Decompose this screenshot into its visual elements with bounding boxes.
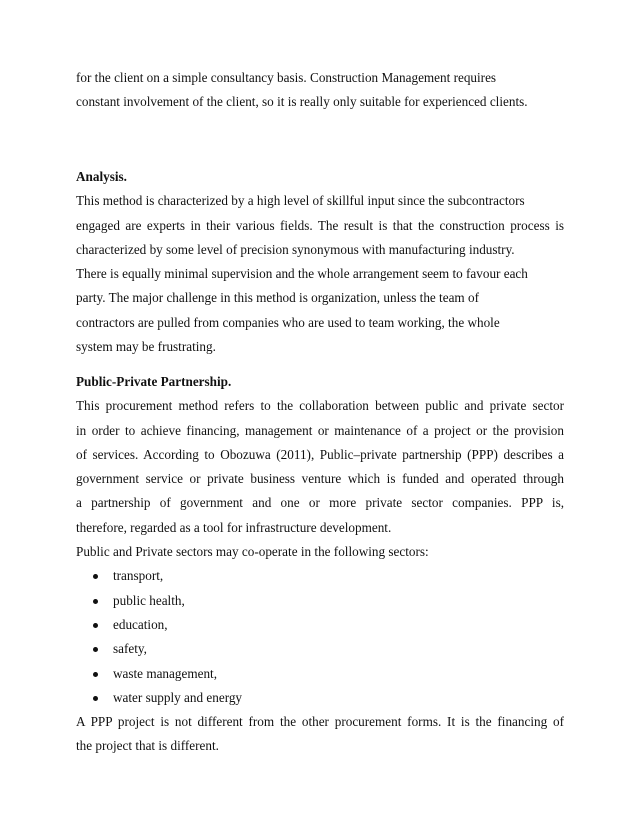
text-line: in order to achieve financing, management or maintenance of a project or the provision xyxy=(76,422,564,438)
list-item xyxy=(76,589,564,613)
text-line: contractors are pulled from companies who are used to team working, the whole xyxy=(76,314,500,330)
text-line: government service or private business venture which is funded and operated through xyxy=(76,471,564,487)
sectors-list xyxy=(76,564,564,710)
list-item-label: transport, xyxy=(113,568,164,584)
list-item-label: water supply and energy xyxy=(113,689,243,705)
list-item xyxy=(76,662,564,686)
text-line: therefore, regarded as a tool for infrastructure development. xyxy=(76,519,392,535)
text-line: engaged are experts in their various fields. The result is that the construction process is xyxy=(76,217,564,233)
ppp-section xyxy=(76,370,564,759)
text-line: This method is characterized by a high level of skillful input since the subcontractors xyxy=(76,193,525,209)
text-line: There is equally minimal supervision and the whole arrangement seem to favour each xyxy=(76,266,528,282)
text-line: a partnership of government and one or more private sector companies. PPP is, xyxy=(76,495,564,511)
text-line: characterized by some level of precision synonymous with manufacturing industry. xyxy=(76,241,515,257)
section-heading-ppp: Public-Private Partnership. xyxy=(76,374,232,389)
bullet-icon xyxy=(93,599,98,604)
intro-paragraph xyxy=(76,66,564,115)
text-line: A PPP project is not different from the other procurement forms. It is the financing of xyxy=(76,714,564,730)
bullet-icon xyxy=(93,623,98,628)
list-item-label: safety, xyxy=(113,641,147,657)
list-item xyxy=(76,564,564,588)
bullet-icon xyxy=(93,647,98,652)
list-item-label: public health, xyxy=(113,592,185,608)
list-item xyxy=(76,686,564,710)
bullet-icon xyxy=(93,574,98,579)
text-line: constant involvement of the client, so it is really only suitable for experienced clients. xyxy=(76,94,528,110)
analysis-section xyxy=(76,165,564,359)
bullet-icon xyxy=(93,672,98,677)
list-item xyxy=(76,637,564,661)
bullet-icon xyxy=(93,696,98,701)
text-line: the project that is different. xyxy=(76,738,219,754)
text-line: of services. According to Obozuwa (2011), Public–private partnership (PPP) describes a xyxy=(76,446,564,462)
list-item-label: education, xyxy=(113,616,168,632)
sectors-intro: Public and Private sectors may co-operate in the following sectors: xyxy=(76,544,429,560)
text-line: for the client on a simple consultancy basis. Construction Management requires xyxy=(76,70,497,85)
text-line: system may be frustrating. xyxy=(76,339,216,355)
list-item-label: waste management, xyxy=(113,665,217,681)
text-line: party. The major challenge in this method is organization, unless the team of xyxy=(76,290,479,306)
section-heading-analysis: Analysis. xyxy=(76,169,127,184)
text-line: This procurement method refers to the collaboration between public and private sector xyxy=(76,398,564,414)
list-item xyxy=(76,613,564,637)
